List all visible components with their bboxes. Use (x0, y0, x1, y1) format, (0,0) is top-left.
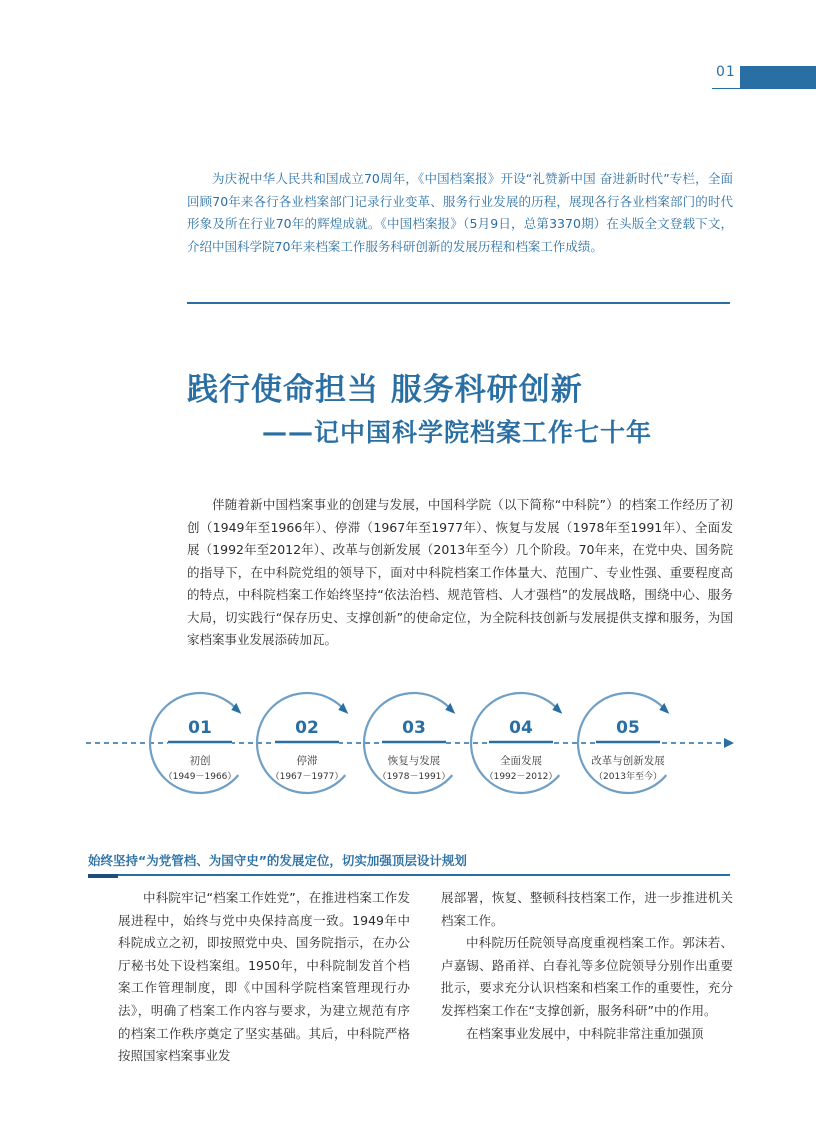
stage-number: 04 (509, 718, 533, 738)
body-paragraph: 在档案事业发展中，中科院非常注重加强顶 (466, 1025, 704, 1041)
body-paragraph: 中科院牢记“档案工作姓党”，在推进档案工作发展进程中，始终与党中央保持高度一致。1949年中科院成立之初，即按照党中央、国务院指示，在办公厅秘书处下设档案组。1950年，中科院制发首个档案工作管理制度，即《中国科学院档案管理现行办法》，明确了档案工作内容与要求，为建立规范有序的档案工作秩序奠定了坚实基础。其后，中科院严格按照国家档案事业发 (118, 890, 410, 1064)
stage-number: 03 (402, 718, 426, 738)
intro-divider (187, 302, 730, 304)
stage-years: （1992－2012） (484, 772, 558, 782)
stage-years: （2013年至今） (594, 772, 662, 782)
stage-name: 恢复与发展 (387, 755, 441, 767)
page-number-rule (712, 88, 816, 89)
stage-name: 初创 (189, 755, 211, 767)
stage-number: 05 (616, 718, 640, 738)
article-summary: 伴随着新中国档案事业的创建与发展，中国科学院（以下简称“中科院”）的档案工作经历了初创（1949年至1966年）、停滞（1967年至1977年）、恢复与发展（1978年至1991年）、全面发展（1992年至2012年）、改革与创新发展（2013年至今）几个阶段。70年来，在党中央、国务院的指导下，在中科院党组的领导下，面对中科院档案工作体量大、范围广、专业性强、重要程度高的特点，中科院档案工作始终坚持“依法治档、规范管档、人才强档”的发展战略，围绕中心、服务大局，切实践行“保存历史、支撑创新”的使命定位，为全院科技创新与发展提供支撑和服务，为国家档案事业发展添砖加瓦。 (187, 497, 733, 647)
body-paragraph-continued: 展部署，恢复、整顿科技档案工作，进一步推进机关档案工作。 (441, 890, 733, 928)
stage-years: （1967－1977） (270, 772, 344, 782)
body-column-left (118, 887, 410, 1068)
stage-years: （1949－1966） (163, 772, 237, 782)
intro-paragraph: 为庆祝中华人民共和国成立70周年，《中国档案报》开设“礼赞新中国 奋进新时代”专栏，全面回顾70年来各行各业档案部门记录行业变革、服务行业发展的历程，展现各行各业档案部门的时代形象及所在行业70年的辉煌成就。《中国档案报》（5月9日，总第3370期）在头版全文登载下文，介绍中国科学院70年来档案工作服务科研创新的发展历程和档案工作成绩。 (187, 171, 733, 254)
stage-number: 01 (188, 718, 212, 738)
section-divider (88, 874, 730, 876)
page-number: 01 (716, 64, 736, 80)
stage-name: 停滞 (296, 755, 318, 767)
section-heading: 始终坚持“为党管档、为国守史”的发展定位，切实加强顶层设计规划 (88, 853, 467, 868)
timeline-diagram (80, 690, 740, 800)
body-paragraph: 中科院历任院领导高度重视档案工作。郭沫若、卢嘉锡、路甬祥、白春礼等多位院领导分别作出重要批示，要求充分认识档案和档案工作的重要性，充分发挥档案工作在“支撑创新，服务科研”中的作用。 (441, 935, 733, 1018)
article-subtitle: ——记中国科学院档案工作七十年 (262, 418, 653, 447)
section-divider-accent (88, 874, 118, 878)
stage-number: 02 (295, 718, 319, 738)
body-column-right (441, 887, 733, 1045)
stage-name: 全面发展 (500, 755, 542, 767)
timeline-arrow-icon (724, 738, 734, 748)
stage-name: 改革与创新发展 (591, 755, 665, 767)
page-tab (740, 66, 816, 88)
article-title: 践行使命担当 服务科研创新 (187, 372, 583, 408)
stage-years: （1978－1991） (377, 772, 451, 782)
